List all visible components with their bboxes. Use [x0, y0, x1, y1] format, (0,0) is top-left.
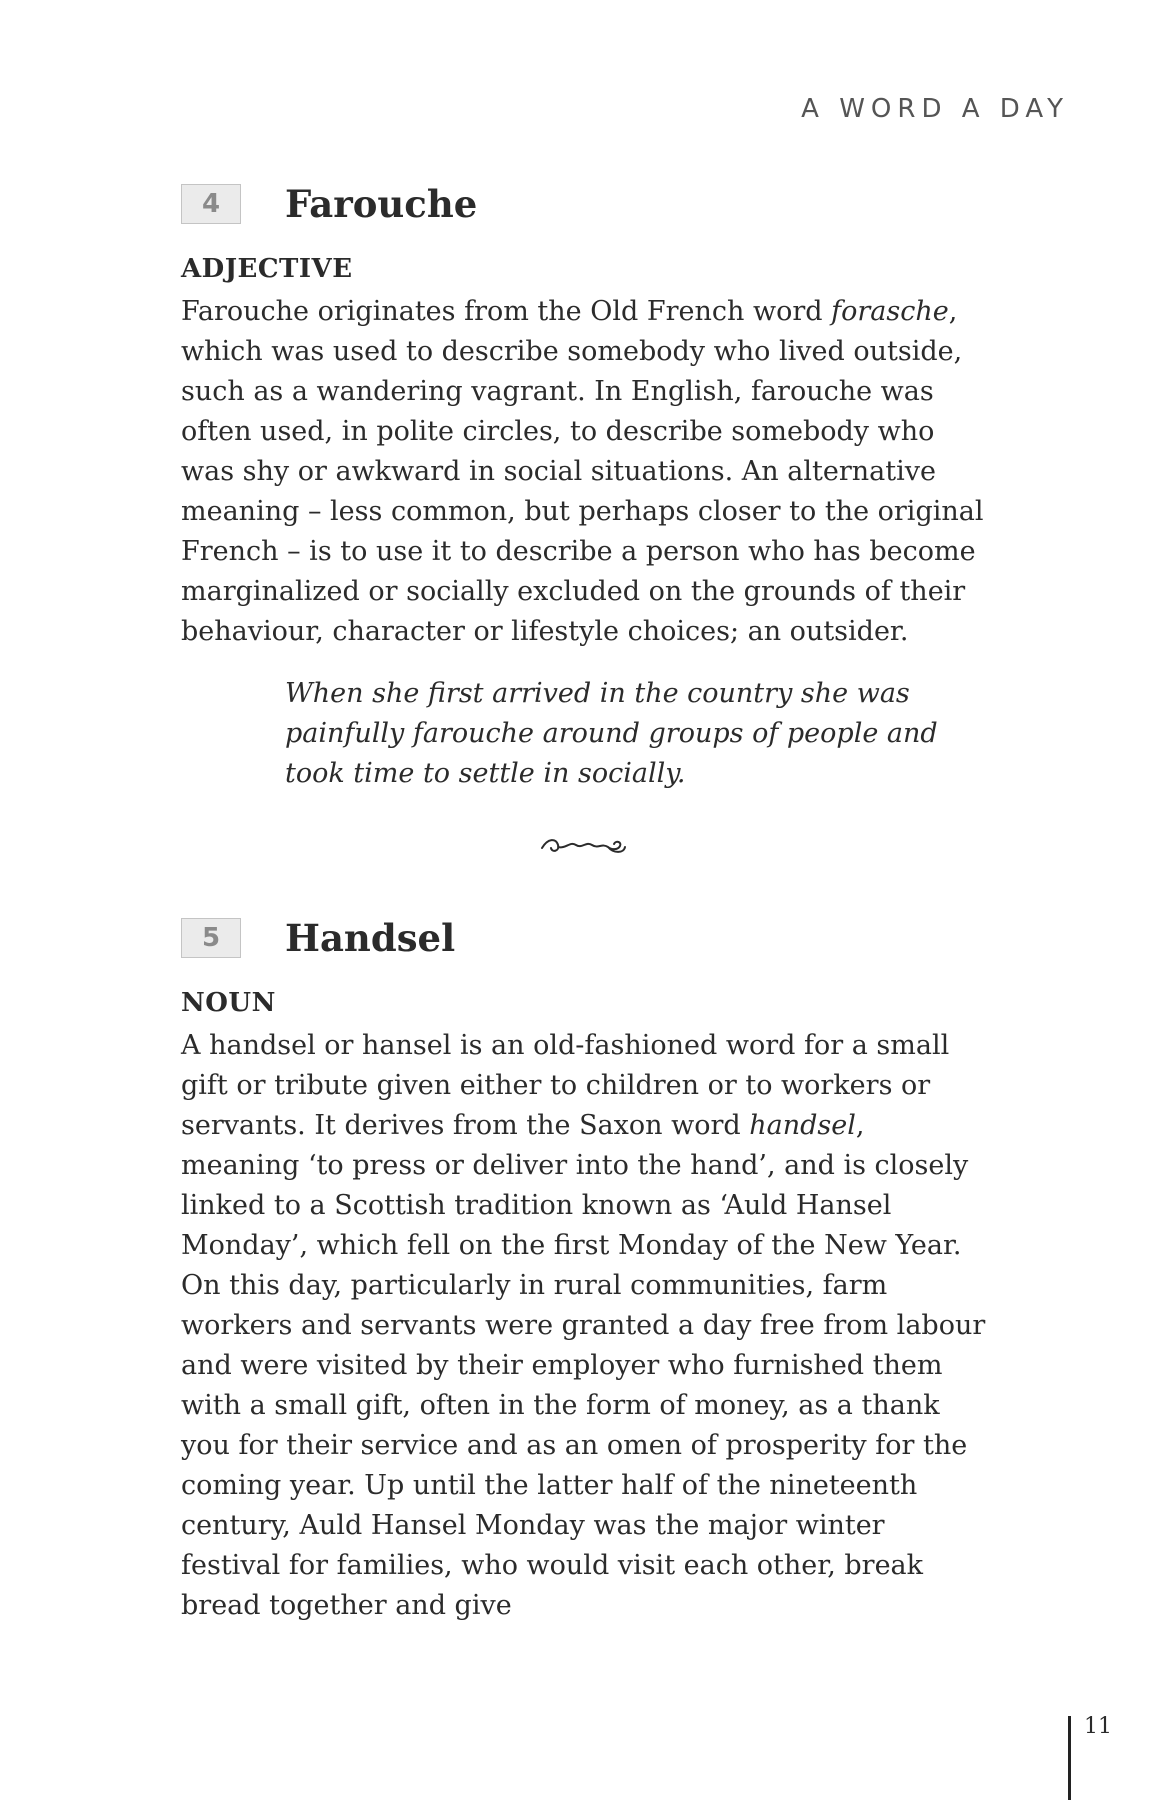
page-number: 11 [1084, 1714, 1112, 1739]
part-of-speech: ADJECTIVE [181, 254, 353, 284]
definition-italic-term: handsel [749, 1110, 856, 1141]
entry-farouche [181, 184, 991, 794]
definition [181, 1026, 991, 1626]
entry-header [181, 918, 991, 978]
entry-number-badge: 5 [181, 918, 241, 958]
headword: Farouche [285, 182, 478, 226]
definition-lead: Farouche originates from the Old French word [181, 296, 832, 327]
definition [181, 292, 991, 652]
definition-rest: , which was used to describe somebody who lived outside, such as a wandering vagrant. In English, farouche was often used, in polite circles, to describe somebody who was shy or awkward in social situations. An alternative meaning – less common, but perhaps closer to the original French – is to use it to describe a person who has become marginalized or socially excluded on the grounds of their behaviour, character or lifestyle choices; an outsider. [181, 296, 984, 647]
entry-handsel [181, 918, 991, 1626]
example-sentence: When she first arrived in the country she was painfully farouche around groups of people and took time to settle in socially. [285, 678, 938, 789]
page-number-rule [1068, 1716, 1071, 1800]
flourish-ornament-icon [538, 836, 628, 858]
part-of-speech: NOUN [181, 988, 276, 1018]
definition-rest: , meaning ‘to press or deliver into the hand’, and is closely linked to a Scottish tradition known as ‘Auld Hansel Monday’, which fell on the first Monday of the New Year. On this day, particularly in rural communities, farm workers and servants were granted a day free from labour and were visited by their employer who furnished them with a small gift, often in the form of money, as a thank you for their service and as an omen of prosperity for the coming year. Up until the latter half of the nineteenth century, Auld Hansel Monday was the major winter festival for families, who would visit each other, break bread together and give [181, 1110, 986, 1621]
headword: Handsel [285, 916, 456, 960]
entry-header [181, 184, 991, 244]
definition-lead: A handsel or hansel is an old-fashioned word for a small gift or tribute given either to children or to workers or servants. It derives from the Saxon word [181, 1030, 950, 1141]
running-head: A WORD A DAY [801, 94, 1069, 124]
entry-number-badge: 4 [181, 184, 241, 224]
definition-italic-term: forasche [831, 296, 949, 327]
